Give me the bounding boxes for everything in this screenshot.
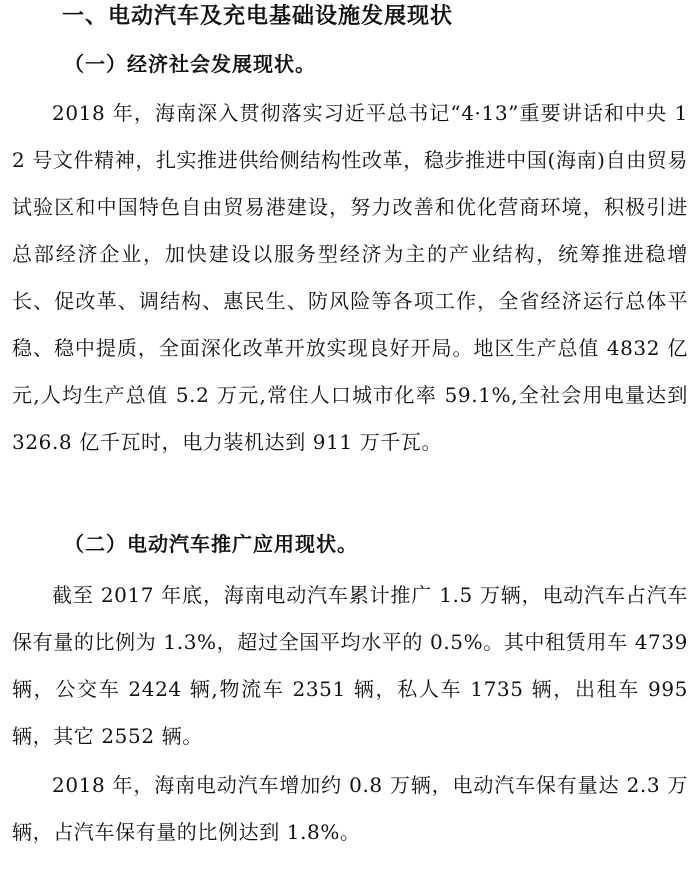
- subsection-heading-economic: （一）经济社会发展现状。: [64, 52, 316, 76]
- paragraph-ev-2018: 2018 年，海南电动汽车增加约 0.8 万辆，电动汽车保有量达 2.3 万辆，占汽车保有量的比例达到 1.8%。: [12, 773, 688, 844]
- section-title: 一、电动汽车及充电基础设施发展现状: [62, 4, 454, 29]
- subsection-heading-ev: （二）电动汽车推广应用现状。: [64, 532, 358, 556]
- paragraph-economic: 2018 年，海南深入贯彻落实习近平总书记“4·13”重要讲话和中央 12 号文件精神，扎实推进供给侧结构性改革，稳步推进中国(海南)自由贸易试验区和中国特色自由贸易港建设，努力改善和优化营商环境，积极引进总部经济企业，加快建设以服务型经济为主的产业结构，统筹推进稳增长、促改革、调结构、惠民生、防风险等各项工作，全省经济运行总体平稳、稳中提质，全面深化改革开放实现良好开局。地区生产总值 4832 亿元,人均生产总值 5.2 万元,常住人口城市化率 59.1%,全社会用电量达到 326.8 亿千瓦时，电力装机达到 911 万千瓦。: [12, 101, 688, 454]
- paragraph-ev-2017: 截至 2017 年底，海南电动汽车累计推广 1.5 万辆，电动汽车占汽车保有量的比例为 1.3%，超过全国平均水平的 0.5%。其中租赁用车 4739 辆，公交车 2424 辆,物流车 2351 辆，私人车 1735 辆，出租车 995 辆，其它 2552 辆。: [12, 583, 688, 748]
